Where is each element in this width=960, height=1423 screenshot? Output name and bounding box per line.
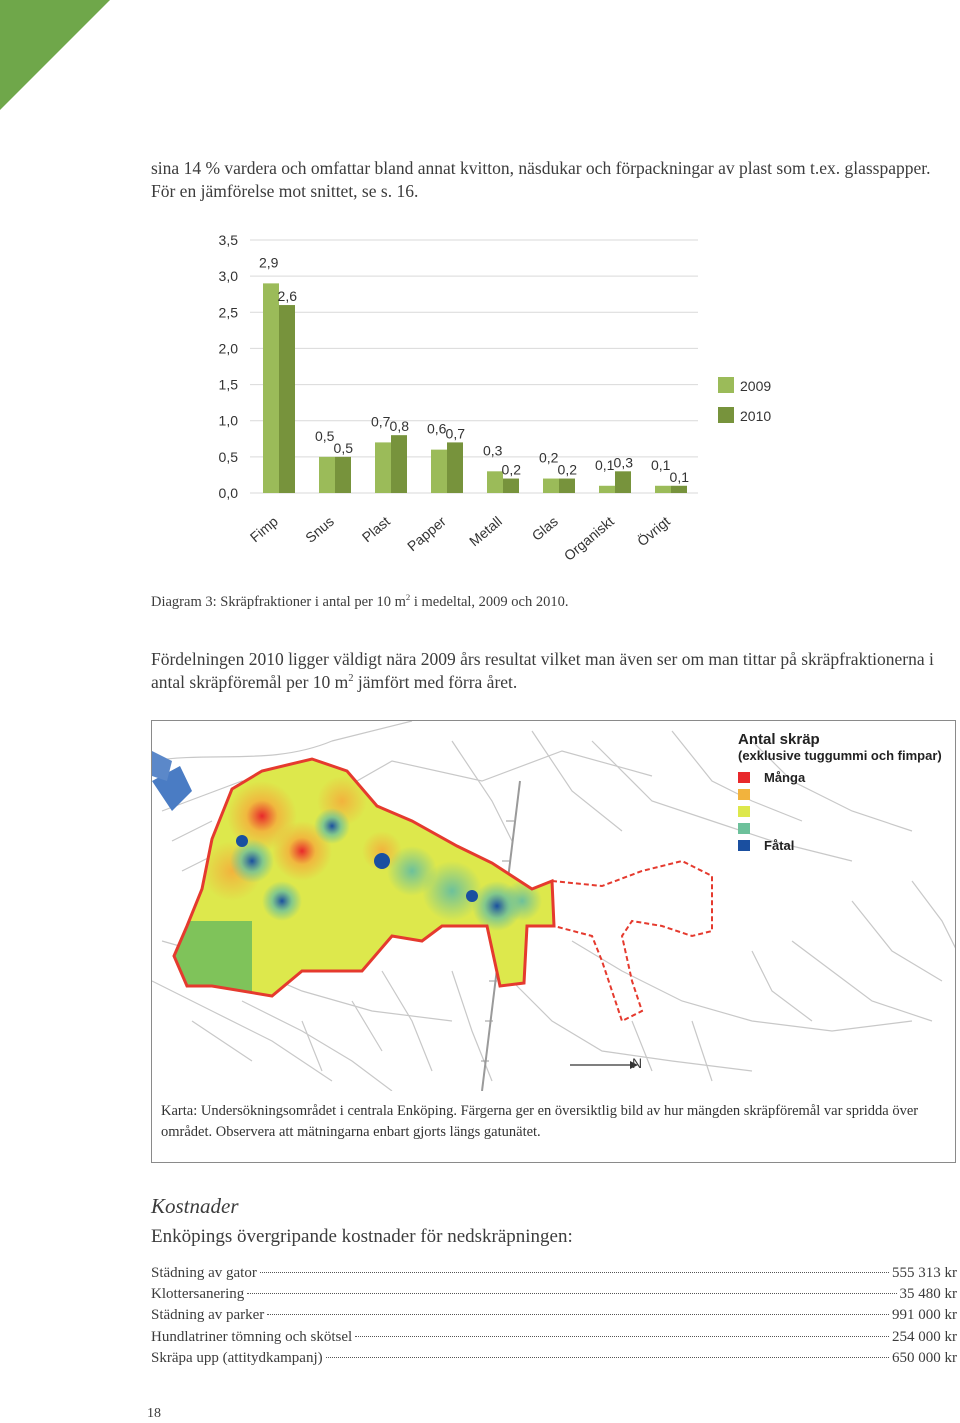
legend-color-swatch <box>738 823 750 834</box>
legend-swatch-2009 <box>718 377 734 393</box>
x-category-label: Plast <box>358 513 393 546</box>
bar-2010 <box>279 305 295 493</box>
litter-fraction-bar-chart <box>150 225 790 580</box>
y-tick-label: 3,5 <box>218 232 238 248</box>
x-category-label: Organiskt <box>560 513 617 564</box>
cost-item-amount: 650 000 kr <box>892 1349 957 1366</box>
data-label: 0,2 <box>557 461 577 478</box>
x-category-label: Metall <box>466 513 505 550</box>
legend-item <box>738 820 942 837</box>
legend-item <box>738 803 942 820</box>
north-label: N <box>632 1055 643 1071</box>
cost-item-label: Städning av gator <box>151 1265 257 1281</box>
dot-leader <box>326 1357 889 1358</box>
bar-2010 <box>671 486 687 493</box>
map-caption: Karta: Undersökningsområdet i centrala Enköping. Färgerna ger en översiktlig bild av hur mängden skräpföremål var spridda över området. Observera att mätningarna enbart gjorts längs gatunätet. <box>161 1103 919 1140</box>
bar-2009 <box>375 442 391 493</box>
legend-swatch-2010 <box>718 407 734 423</box>
data-label: 0,1 <box>651 456 671 473</box>
map-legend <box>738 731 942 854</box>
intro-paragraph: sina 14 % vardera och omfattar bland annat kvitton, näsdukar och förpackningar av plast som t.ex. glasspapper. För en jämförelse mot snittet, se s. 16. <box>151 158 931 201</box>
bar-2009 <box>655 486 671 493</box>
cost-item <box>151 1329 957 1350</box>
cost-item <box>151 1350 957 1371</box>
y-tick-label: 1,5 <box>218 376 238 393</box>
y-tick-label: 0,5 <box>218 448 238 465</box>
data-label: 0,2 <box>501 461 521 478</box>
legend-item <box>738 769 942 786</box>
legend-title: Antal skräp <box>738 731 820 748</box>
x-category-label: Papper <box>404 513 449 555</box>
data-label: 0,6 <box>427 420 447 437</box>
legend-items <box>738 769 942 854</box>
cost-item-amount: 254 000 kr <box>892 1328 957 1345</box>
y-tick-label: 2,0 <box>218 340 238 357</box>
paragraph-text: Fördelningen 2010 ligger väldigt nära 2009 års resultat vilket man även ser om man tittar på skräpfraktionerna i antal skräpföremål per 10 m <box>151 649 934 692</box>
data-label: 0,8 <box>389 418 409 435</box>
legend-item-label: Fåtal <box>764 838 795 853</box>
data-label: 0,5 <box>333 439 353 456</box>
x-category-label: Glas <box>528 513 561 544</box>
survey-area-extension <box>552 861 712 1021</box>
y-tick-label: 2,5 <box>218 304 238 321</box>
cost-item-label: Skräpa upp (attitydkampanj) <box>151 1349 323 1366</box>
section-subheading: Enköpings övergripande kostnader för nedskräpningen: <box>151 1226 573 1247</box>
cost-item-label: Klottersanering <box>151 1286 245 1303</box>
cost-item-amount: 991 000 kr <box>892 1307 957 1324</box>
caption-text: Diagram 3: Skräpfraktioner i antal per 10 m <box>151 594 406 610</box>
y-tick-label: 3,0 <box>218 268 238 285</box>
bar-2009 <box>431 450 447 493</box>
caption-superscript: 2 <box>405 592 411 603</box>
cost-item <box>151 1265 957 1286</box>
page-corner-decoration <box>0 0 110 110</box>
y-tick-label: 1,0 <box>218 412 238 429</box>
page-number: 18 <box>147 1406 161 1421</box>
bar-2010 <box>559 479 575 493</box>
cost-item-amount: 35 480 kr <box>899 1286 957 1303</box>
x-category-label: Fimp <box>246 513 281 546</box>
cost-item <box>151 1286 957 1307</box>
legend-item <box>738 837 942 854</box>
bar-2010 <box>615 471 631 493</box>
cost-item-amount: 555 313 kr <box>892 1265 957 1281</box>
bar-2010 <box>503 479 519 493</box>
legend-label: 2010 <box>740 408 772 424</box>
paragraph-text-end: jämfört med förra året. <box>353 672 518 692</box>
legend-color-swatch <box>738 772 750 783</box>
paragraph-superscript: 2 <box>348 673 354 685</box>
section-heading: Kostnader <box>151 1194 239 1218</box>
bar-2010 <box>335 457 351 493</box>
data-label: 2,6 <box>277 288 297 305</box>
bar-2009 <box>319 457 335 493</box>
caption-text-end: i medeltal, 2009 och 2010. <box>410 594 569 610</box>
cost-list <box>151 1265 957 1371</box>
legend-color-swatch <box>738 840 750 851</box>
y-tick-label: 0,0 <box>218 485 238 501</box>
cost-item-label: Städning av parker <box>151 1307 265 1324</box>
x-category-label: Övrigt <box>634 513 673 550</box>
dot-leader <box>355 1336 889 1337</box>
data-label: 0,1 <box>595 456 615 473</box>
x-category-label: Snus <box>302 513 337 546</box>
data-label: 2,9 <box>259 254 279 271</box>
legend-subtitle: (exklusive tuggummi och fimpar) <box>738 748 942 763</box>
legend-item-label: Många <box>764 770 806 785</box>
legend-color-swatch <box>738 806 750 817</box>
legend-color-swatch <box>738 789 750 800</box>
bar-2009 <box>263 283 279 493</box>
data-label: 0,7 <box>445 425 465 442</box>
bar-2010 <box>447 442 463 493</box>
cost-item <box>151 1307 957 1328</box>
bar-2009 <box>599 486 615 493</box>
data-label: 0,1 <box>669 468 689 485</box>
diagram-caption <box>151 594 569 611</box>
bar-2010 <box>391 435 407 493</box>
dot-leader <box>260 1272 889 1273</box>
data-label: 0,3 <box>483 442 503 459</box>
body-paragraph <box>151 648 941 694</box>
bar-2009 <box>543 479 559 493</box>
legend-label: 2009 <box>740 378 772 394</box>
data-label: 0,5 <box>315 427 335 444</box>
data-label: 0,3 <box>613 454 633 471</box>
legend-item <box>738 786 942 803</box>
data-label: 0,2 <box>539 449 559 466</box>
dot-leader <box>267 1314 889 1315</box>
cost-item-label: Hundlatriner tömning och skötsel <box>151 1328 353 1345</box>
data-label: 0,7 <box>371 413 391 430</box>
dot-leader <box>247 1293 896 1294</box>
map-figure <box>151 720 956 1163</box>
